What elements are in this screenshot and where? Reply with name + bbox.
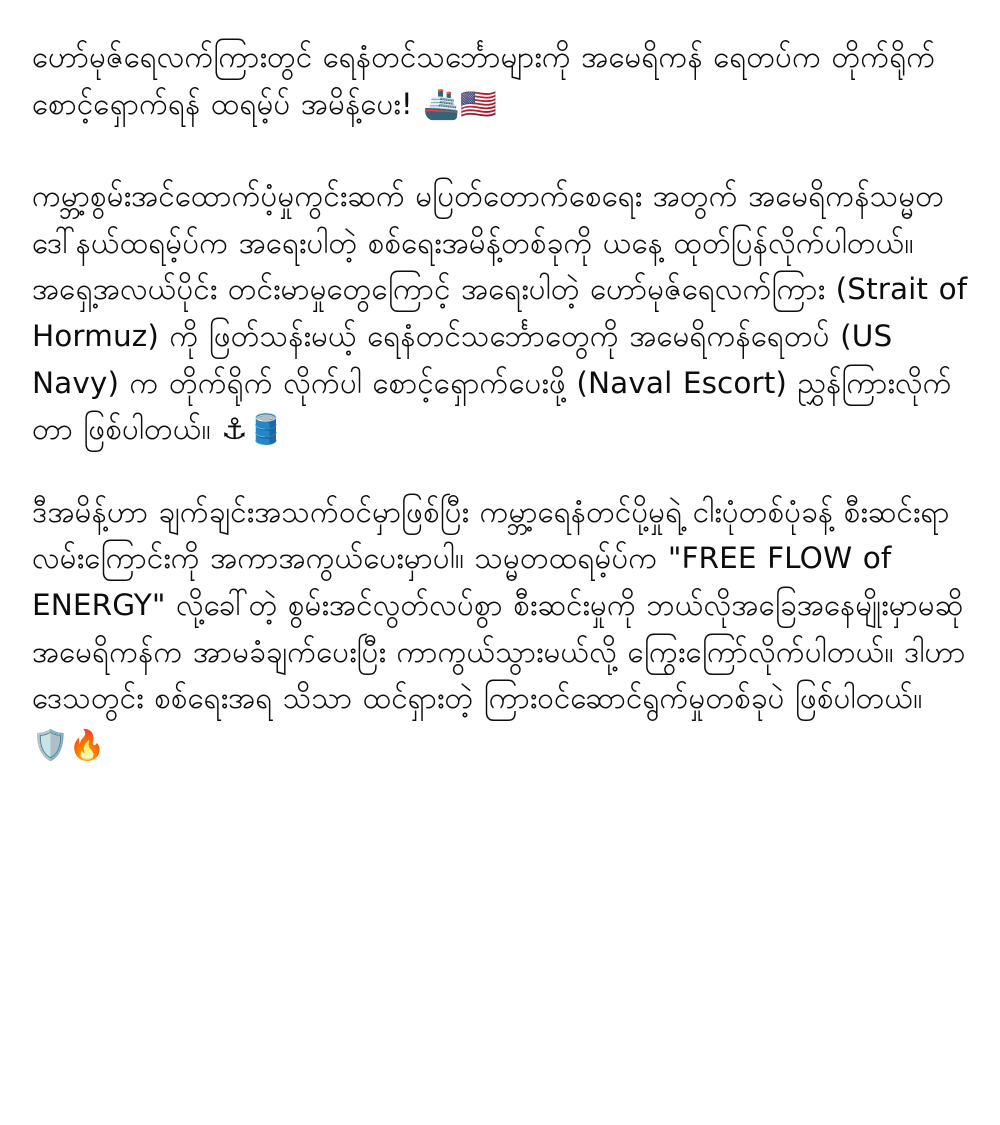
body-paragraph-1: ကမ္ဘာ့စွမ်းအင်ထောက်ပံ့မှုကွင်းဆက် မပြတ်တောက်စေရေး အတွက် အမေရိကန်သမ္မတ ဒေါ်နယ်ထရမ့်ပ်က အရေးပါတဲ့ စစ်ရေးအမိန့်တစ်ခုကို ယနေ့ ထုတ်ပြန်လိုက်ပါတယ်။ အရှေ့အလယ်ပိုင်း တင်းမာမှုတွေကြောင့် အရေးပါတဲ့ ဟော်မုဇ်ရေလက်ကြား (Strait of Hormuz) ကို ဖြတ်သန်းမယ့် ရေနံတင်သင်္ဘောတွေကို အမေရိကန်ရေတပ် (US Navy) က တိုက်ရိုက် လိုက်ပါ စောင့်ရှောက်ပေးဖို့ (Naval Escort) ညွှန်ကြားလိုက်တာ ဖြစ်ပါတယ်။ ⚓🛢️ bbox=[32, 179, 968, 447]
headline-paragraph: ဟော်မုဇ်ရေလက်ကြားတွင် ရေနံတင်သင်္ဘောများကို အမေရိကန် ရေတပ်က တိုက်ရိုက်စောင့်ရှောက်ရန် ထရမ့်ပ် အမိန့်ပေး! 🚢🇺🇸 bbox=[32, 40, 936, 121]
body-paragraph-2: ဒီအမိန့်ဟာ ချက်ချင်းအသက်ဝင်မှာဖြစ်ပြီး ကမ္ဘာ့ရေနံတင်ပို့မှုရဲ့ ငါးပုံတစ်ပုံခန့် စီးဆင်းရာ လမ်းကြောင်းကို အကာအကွယ်ပေးမှာပါ။ သမ္မတထရမ့်ပ်က "FREE FLOW of ENERGY" လို့ခေါ်တဲ့ စွမ်းအင်လွတ်လပ်စွာ စီးဆင်းမှုကို ဘယ်လိုအခြေအနေမျိုးမှာမဆို အမေရိကန်က အာမခံချက်ပေးပြီး ကာကွယ်သွားမယ်လို့ ကြွေးကြော်လိုက်ပါတယ်။ ဒါဟာ ဒေသတွင်း စစ်ရေးအရ သိသာ ထင်ရှားတဲ့ ကြားဝင်ဆောင်ရွက်မှုတစ်ခုပဲ ဖြစ်ပါတယ်။ 🛡️🔥 bbox=[32, 494, 966, 762]
